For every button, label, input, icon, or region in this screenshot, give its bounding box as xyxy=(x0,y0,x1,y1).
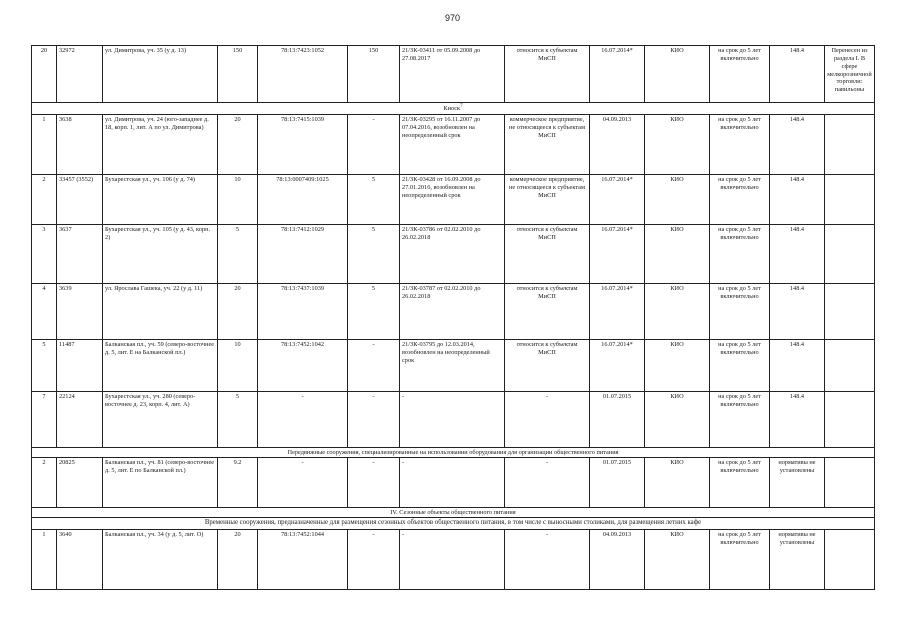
note-cell xyxy=(825,225,875,284)
registry-table xyxy=(31,45,875,590)
date-cell: 04.09.2013 xyxy=(590,115,645,175)
area-cell: 150 xyxy=(218,46,258,103)
date-cell: 16.07.2014* xyxy=(590,175,645,225)
section-header-row xyxy=(32,508,875,518)
section-heading-text: Киоск xyxy=(443,104,461,112)
row-number: 5 xyxy=(32,340,57,392)
address-cell: ул. Димитрова, уч. 35 (у д. 13) xyxy=(103,46,218,103)
section-heading-text: Передвижные сооружения, специализированные на использовании оборудования для организации общественного питания xyxy=(287,448,619,456)
agreement-cell: - xyxy=(400,530,505,590)
category-cell: - xyxy=(505,392,590,448)
term-cell: на срок до 5 лет включительно xyxy=(710,392,770,448)
term-cell: на срок до 5 лет включительно xyxy=(710,530,770,590)
row-number: 3 xyxy=(32,225,57,284)
object-id: 11487 xyxy=(57,340,103,392)
category-cell: относится к субъектам МиСП xyxy=(505,46,590,103)
address-cell: ул. Ярослава Гашека, уч. 22 (у д. 11) xyxy=(103,284,218,340)
footnote-marker: 7 xyxy=(460,103,463,109)
section-header-row xyxy=(32,518,875,530)
agreement-cell: 21/ЗК-03428 от 16.09.2008 до 27.01.2016, возобновлен на неопределенный срок xyxy=(400,175,505,225)
note-cell xyxy=(825,115,875,175)
code-cell: 148.4 xyxy=(770,225,825,284)
extra-area-cell: - xyxy=(348,458,400,508)
table-row xyxy=(32,392,875,448)
row-number: 20 xyxy=(32,46,57,103)
term-cell: на срок до 5 лет включительно xyxy=(710,46,770,103)
note-cell xyxy=(825,458,875,508)
term-cell: на срок до 5 лет включительно xyxy=(710,115,770,175)
authority-cell: КИО xyxy=(645,175,710,225)
extra-area-cell: - xyxy=(348,392,400,448)
agreement-cell: 21/ЗК-03787 от 02.02.2010 до 26.02.2018 xyxy=(400,284,505,340)
table-row xyxy=(32,458,875,508)
note-cell xyxy=(825,284,875,340)
note-cell xyxy=(825,530,875,590)
authority-cell: КИО xyxy=(645,225,710,284)
code-cell: 148.4 xyxy=(770,175,825,225)
object-id: 3640 xyxy=(57,530,103,590)
page-number: 970 xyxy=(444,13,461,23)
extra-area-cell: 5 xyxy=(348,225,400,284)
date-cell: 16.07.2014* xyxy=(590,340,645,392)
address-cell: ул. Димитрова, уч. 24 (юго-западнее д. 18, корп. 1, лит. А по ул. Димитрова) xyxy=(103,115,218,175)
category-cell: относится к субъектам МиСП xyxy=(505,340,590,392)
category-cell: относится к субъектам МиСП xyxy=(505,284,590,340)
code-cell: нормативы не установлены xyxy=(770,530,825,590)
table-row xyxy=(32,115,875,175)
term-cell: на срок до 5 лет включительно xyxy=(710,284,770,340)
date-cell: 01.07.2015 xyxy=(590,458,645,508)
authority-cell: КИО xyxy=(645,284,710,340)
category-cell: коммерческое предприятие, не относящееся к субъектам МиСП xyxy=(505,115,590,175)
section-heading-text: Временные сооружения, предназначенные для размещения сезонных объектов общественного питания, в том числе с выносными столиками, для размещения летних кафе xyxy=(204,519,702,527)
date-cell: 04.09.2013 xyxy=(590,530,645,590)
authority-cell: КИО xyxy=(645,458,710,508)
section-header-row xyxy=(32,103,875,115)
note-cell xyxy=(825,392,875,448)
category-cell: - xyxy=(505,530,590,590)
cadastral-number-cell: 78:13:7412:1029 xyxy=(258,225,348,284)
extra-area-cell: - xyxy=(348,115,400,175)
object-id: 20825 xyxy=(57,458,103,508)
section-heading-text: IV. Сезонные объекты общественного питания xyxy=(390,508,516,516)
table-row xyxy=(32,175,875,225)
extra-area-cell: 5 xyxy=(348,284,400,340)
object-id: 22124 xyxy=(57,392,103,448)
area-cell: 5 xyxy=(218,225,258,284)
area-cell: 20 xyxy=(218,530,258,590)
object-id: 32972 xyxy=(57,46,103,103)
area-cell: 20 xyxy=(218,284,258,340)
code-cell: 148.4 xyxy=(770,46,825,103)
section-heading xyxy=(32,518,875,530)
term-cell: на срок до 5 лет включительно xyxy=(710,340,770,392)
authority-cell: КИО xyxy=(645,530,710,590)
extra-area-cell: 5 xyxy=(348,175,400,225)
address-cell: Балканская пл., уч. 34 (у д. 5, лит. О) xyxy=(103,530,218,590)
row-number: 7 xyxy=(32,392,57,448)
agreement-cell: 21/ЗК-03295 от 16.11.2007 до 07.04.2016, возобновлен на неопределенный срок xyxy=(400,115,505,175)
area-cell: 10 xyxy=(218,340,258,392)
area-cell: 10 xyxy=(218,175,258,225)
area-cell: 20 xyxy=(218,115,258,175)
extra-area-cell: - xyxy=(348,340,400,392)
table-row xyxy=(32,340,875,392)
term-cell: на срок до 5 лет включительно xyxy=(710,458,770,508)
agreement-cell: - xyxy=(400,458,505,508)
cadastral-number-cell: - xyxy=(258,458,348,508)
date-cell: 16.07.2014* xyxy=(590,284,645,340)
table-row xyxy=(32,284,875,340)
category-cell: коммерческое предприятие, не относящееся к субъектам МиСП xyxy=(505,175,590,225)
note-cell: Перенесен из раздела I. В сфере мелкорозничной торговли: павильоны xyxy=(825,46,875,103)
row-number: 2 xyxy=(32,175,57,225)
code-cell: 148.4 xyxy=(770,284,825,340)
agreement-cell: 21/ЗК-03786 от 02.02.2010 до 26.02.2018 xyxy=(400,225,505,284)
code-cell: 148.4 xyxy=(770,340,825,392)
authority-cell: КИО xyxy=(645,46,710,103)
area-cell: 9.2 xyxy=(218,458,258,508)
row-number: 2 xyxy=(32,458,57,508)
category-cell: - xyxy=(505,458,590,508)
object-id: 33457 (3552) xyxy=(57,175,103,225)
cadastral-number-cell: 78:13:7415:1039 xyxy=(258,115,348,175)
section-heading xyxy=(32,103,875,115)
section-header-row xyxy=(32,448,875,458)
row-number: 1 xyxy=(32,115,57,175)
extra-area-cell: - xyxy=(348,530,400,590)
note-cell xyxy=(825,175,875,225)
date-cell: 01.07.2015 xyxy=(590,392,645,448)
address-cell: Бухарестская ул., уч. 105 (у д. 43, корп. 2) xyxy=(103,225,218,284)
code-cell: 148.4 xyxy=(770,392,825,448)
cadastral-number-cell: 78:13:7452:1042 xyxy=(258,340,348,392)
section-heading xyxy=(32,448,875,458)
cadastral-number-cell: 78:13:7423:1052 xyxy=(258,46,348,103)
extra-area-cell: 150 xyxy=(348,46,400,103)
cadastral-number-cell: 78:13:7452:1044 xyxy=(258,530,348,590)
section-heading xyxy=(32,508,875,518)
code-cell: 148.4 xyxy=(770,115,825,175)
cadastral-number-cell: 78:13:0007409:1025 xyxy=(258,175,348,225)
object-id: 3638 xyxy=(57,115,103,175)
cadastral-number-cell: 78:13:7437:1039 xyxy=(258,284,348,340)
row-number: 1 xyxy=(32,530,57,590)
term-cell: на срок до 5 лет включительно xyxy=(710,225,770,284)
category-cell: относится к субъектам МиСП xyxy=(505,225,590,284)
code-cell: нормативы не установлены xyxy=(770,458,825,508)
address-cell: Балканская пл., уч. 59 (северо-восточнее д. 5, лит. Е на Балканской пл.) xyxy=(103,340,218,392)
authority-cell: КИО xyxy=(645,115,710,175)
row-number: 4 xyxy=(32,284,57,340)
agreement-cell: - xyxy=(400,392,505,448)
agreement-cell: 21/ЗК-03795 до 12.03.2014, возобновлен на неопределенный срок xyxy=(400,340,505,392)
agreement-cell: 21/ЗК-03411 от 05.09.2008 до 27.08.2017 xyxy=(400,46,505,103)
table-row xyxy=(32,530,875,590)
cadastral-number-cell: - xyxy=(258,392,348,448)
object-id: 3637 xyxy=(57,225,103,284)
authority-cell: КИО xyxy=(645,340,710,392)
object-id: 3639 xyxy=(57,284,103,340)
address-cell: Бухарестская ул., уч. 106 (у д. 74) xyxy=(103,175,218,225)
table-row xyxy=(32,225,875,284)
address-cell: Бухарестская ул., уч. 280 (северо-восточнее д. 23, корп. 4, лит. А) xyxy=(103,392,218,448)
term-cell: на срок до 5 лет включительно xyxy=(710,175,770,225)
area-cell: 5 xyxy=(218,392,258,448)
authority-cell: КИО xyxy=(645,392,710,448)
address-cell: Балканская пл., уч. 81 (северо-восточнее д. 5, лит. Е по Балканской пл.) xyxy=(103,458,218,508)
date-cell: 16.07.2014* xyxy=(590,225,645,284)
table-row xyxy=(32,46,875,103)
note-cell xyxy=(825,340,875,392)
date-cell: 16.07.2014* xyxy=(590,46,645,103)
